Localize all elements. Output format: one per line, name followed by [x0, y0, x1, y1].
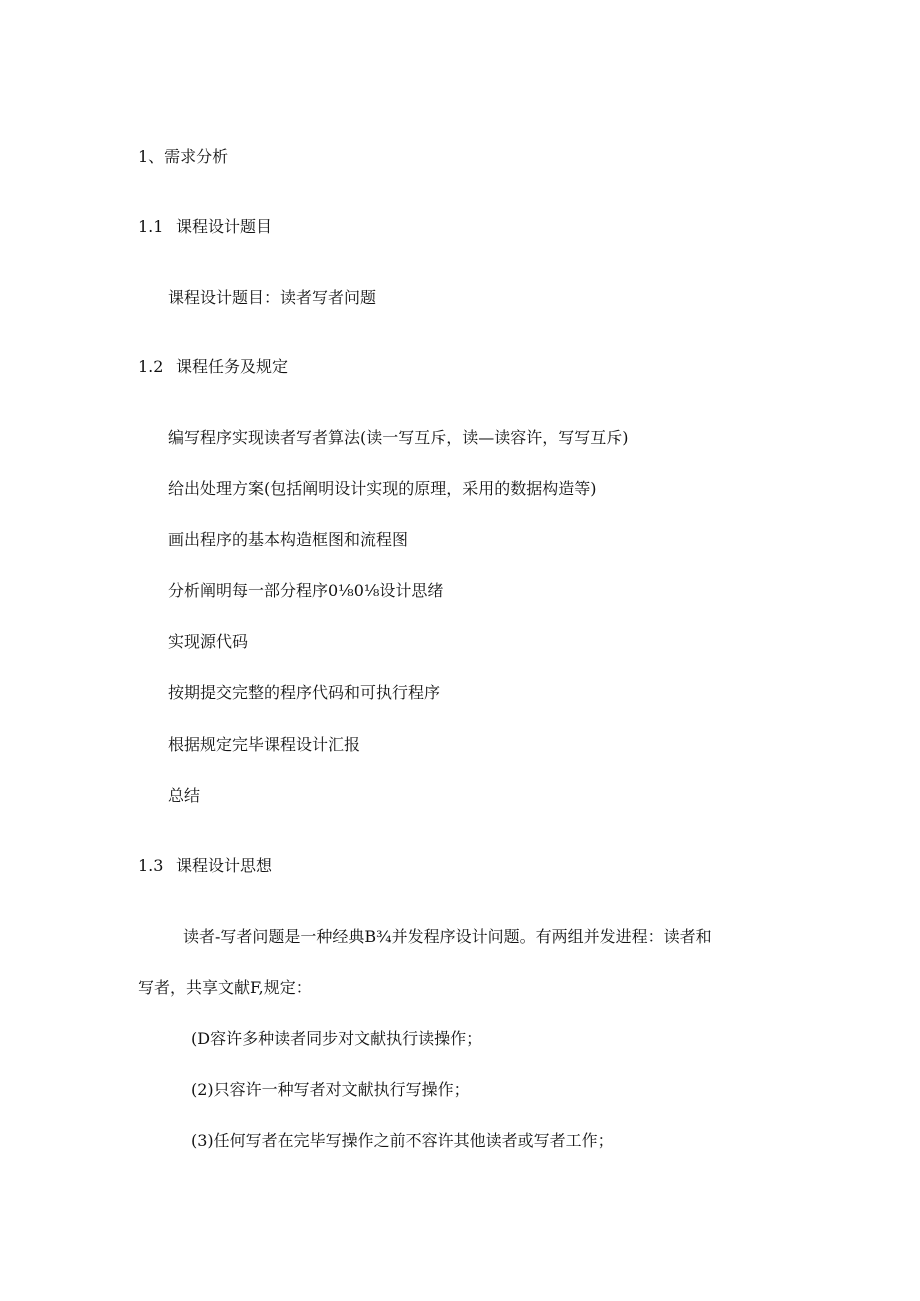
section-1-2-heading: [138, 357, 288, 377]
task-item: 给出处理方案(包括阐明设计实现的原理，采用的数据构造等): [168, 479, 597, 498]
paragraph-line: 写者，共享文献F,规定：: [138, 978, 312, 997]
section-title: 课程设计题目: [176, 217, 273, 236]
task-item: 画出程序的基本构造框图和流程图: [168, 530, 409, 549]
task-item: 总结: [168, 786, 201, 805]
paragraph-line: 读者-写者问题是一种经典B¾并发程序设计问题。有两组并发进程：读者和: [183, 927, 712, 946]
task-item: 编写程序实现读者写者算法(读一写互斥，读—读容许，写写互斥): [168, 428, 629, 447]
section-number: 1.1: [138, 217, 164, 236]
task-item: 按期提交完整的程序代码和可执行程序: [168, 683, 441, 702]
rule-item: (D容许多种读者同步对文献执行读操作；: [191, 1029, 483, 1048]
task-item: 根据规定完毕课程设计汇报: [168, 735, 361, 754]
section-1-3-heading: [138, 856, 272, 876]
rule-item: (3)任何写者在完毕写操作之前不容许其他读者或写者工作；: [191, 1131, 614, 1150]
section-1-1-heading: [138, 217, 272, 237]
section-number: 1.2: [138, 357, 164, 376]
rule-item: (2)只容许一种写者对文献执行写操作；: [191, 1080, 470, 1099]
section-title: 课程任务及规定: [176, 357, 289, 376]
task-item: 实现源代码: [168, 632, 249, 651]
task-item: 分析阐明每一部分程序0⅛0⅛设计思绪: [168, 581, 444, 600]
section-1-1-body: 课程设计题目：读者写者问题: [168, 288, 377, 307]
section-1-heading: 1、需求分析: [138, 147, 229, 166]
section-number: 1.3: [138, 856, 164, 875]
section-title: 课程设计思想: [176, 856, 273, 875]
